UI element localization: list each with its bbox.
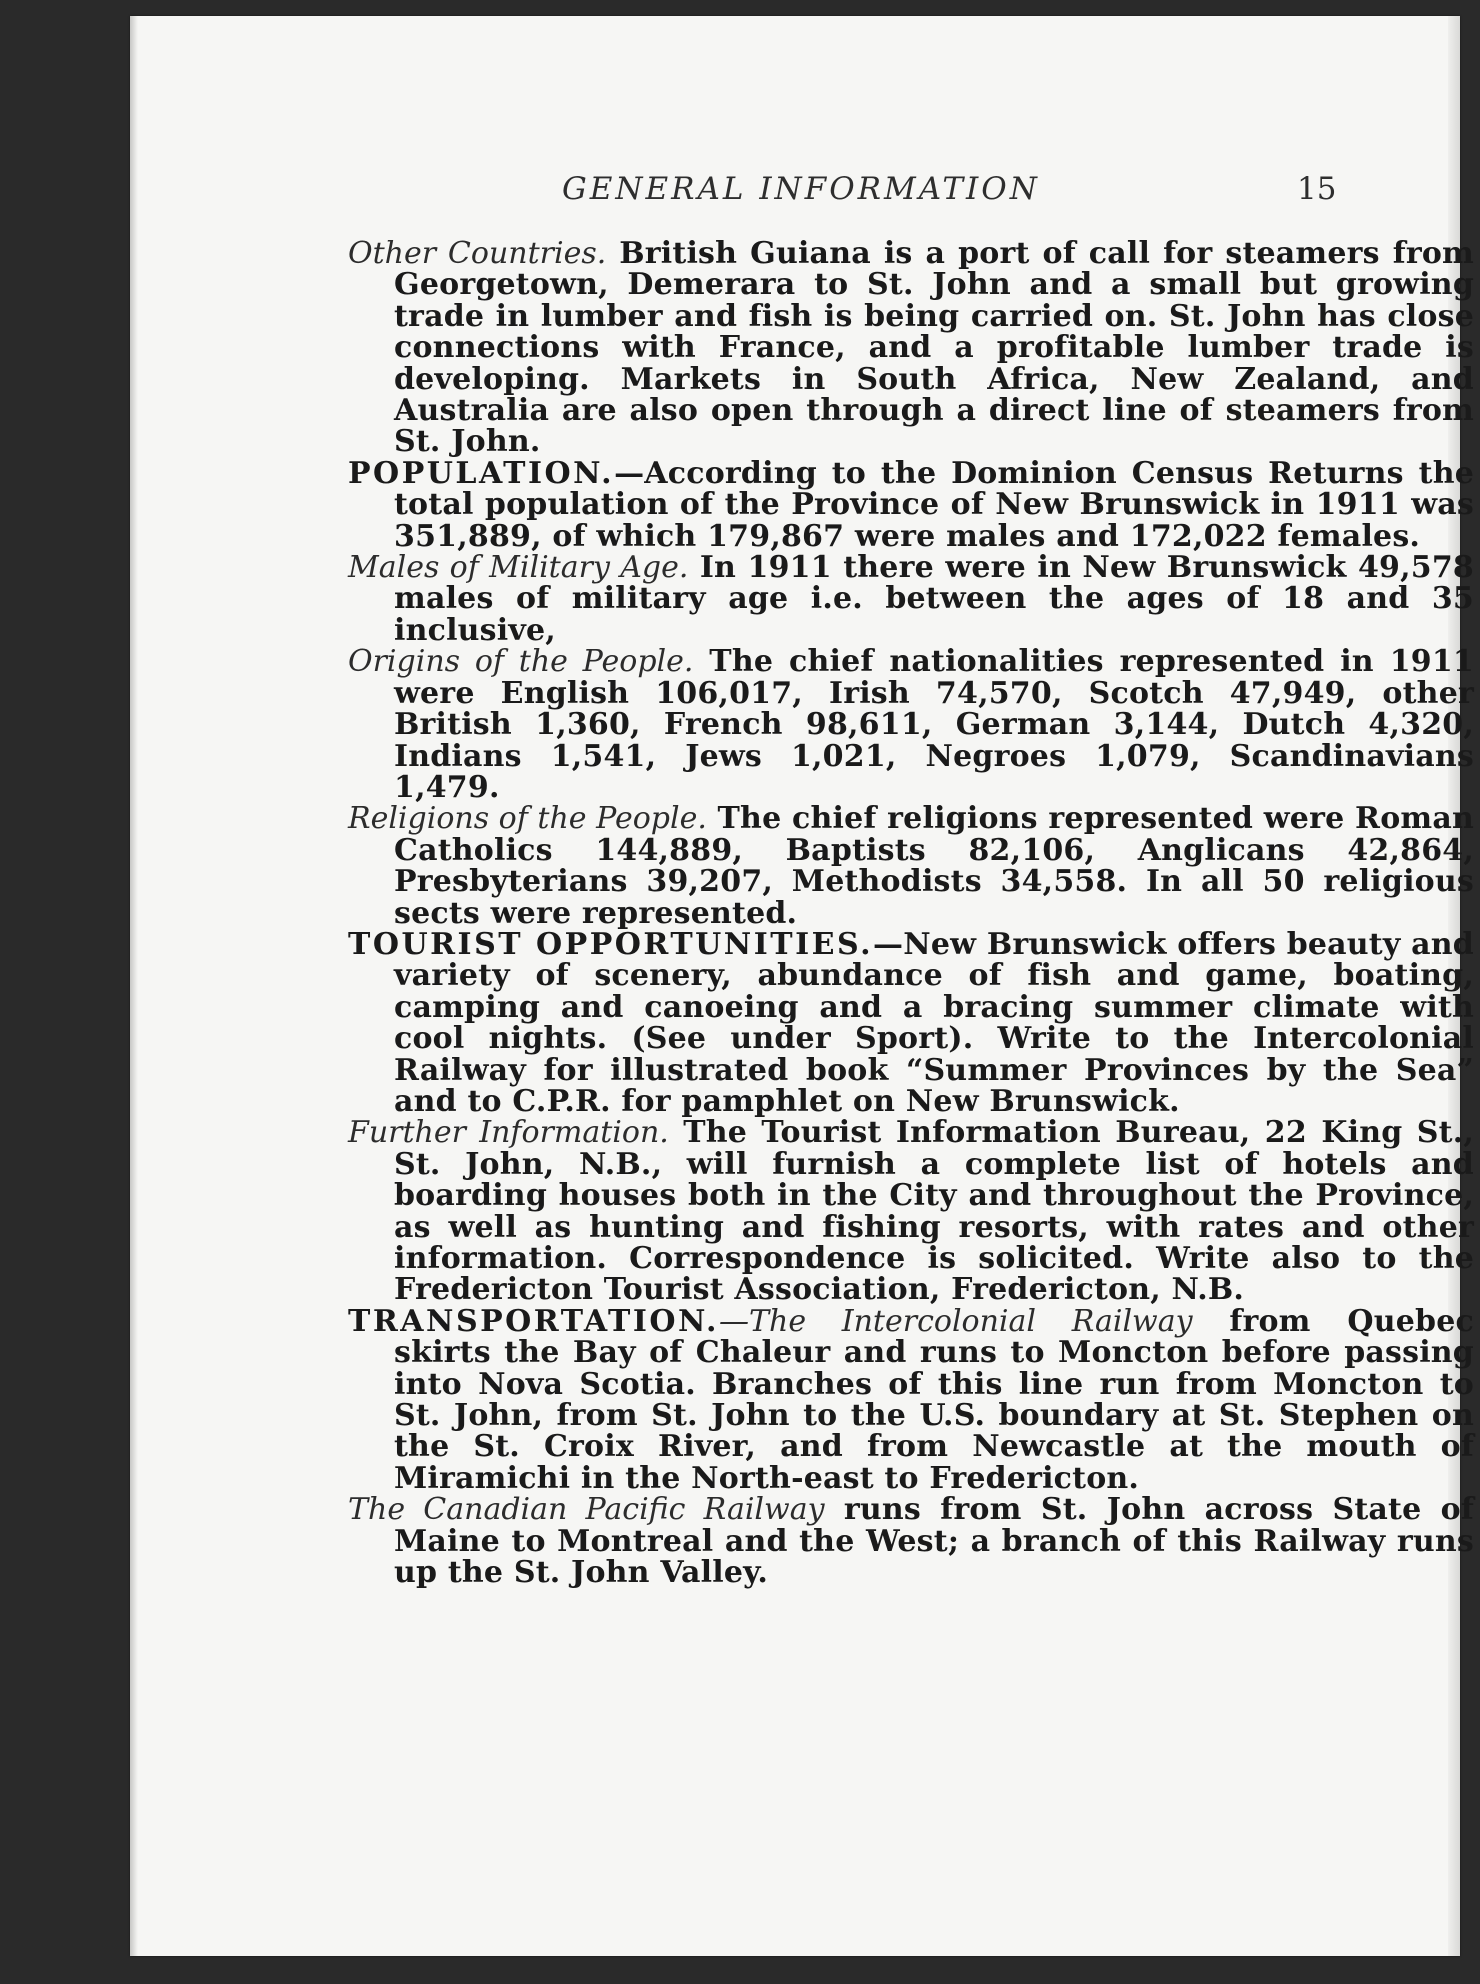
paragraph-text: runs from St. John across State of Maine to Montreal and the West; a branch of this Railway runs up the St. John Valley.: [394, 1492, 1475, 1591]
paragraph-tourist-opportunities: [348, 926, 1474, 1119]
railway-name-intercolonial: —The Intercolonial Railway: [718, 1303, 1193, 1339]
paragraph-text: from Quebec skirts the Bay of Chaleur and runs to Moncton before passing into Nova Scotia. Branches of this line run from Moncton to St. John, from St. John to the U.S. boundary at St. Stephen on the St. Croix River, and from Newcastle at the mouth of Miramichi in the North-east to Fredericton.: [394, 1303, 1474, 1496]
running-head: [130, 171, 1460, 215]
paragraph-further-information: [348, 1115, 1474, 1308]
paragraph-text: The chief nationalities represented in 1911 were English 106,017, Irish 74,570, Scotch 47,949, other British 1,360, French 98,611, German 3,144, Dutch 4,320, Indians 1,541, Jews 1,021, Negroes 1,079, Scandinavians 1,479.: [394, 644, 1474, 805]
paragraph-text: In 1911 there were in New Brunswick 49,578 males of military age i.e. between the ages of 18 and 35 inclusive,: [394, 550, 1474, 648]
heading-transportation: TRANSPORTATION.: [348, 1303, 719, 1339]
paragraph-canadian-pacific: [348, 1492, 1475, 1591]
subheading-further-information: Further Information.: [348, 1115, 669, 1151]
paragraph-other-countries: [348, 238, 1474, 458]
subheading-origins: Origins of the People.: [348, 644, 694, 680]
heading-tourist-opportunities: TOURIST OPPORTUNITIES.: [348, 926, 874, 962]
body-text-block: [348, 236, 1475, 1591]
paragraph-military-age: [348, 552, 1474, 646]
heading-population: POPULATION.: [348, 455, 615, 491]
paragraph-transportation: [348, 1303, 1474, 1496]
paragraph-religions: [348, 803, 1474, 929]
book-page: [130, 16, 1475, 1956]
running-head-title: GENERAL INFORMATION: [562, 171, 1040, 207]
paragraph-text: —New Brunswick offers beauty and variety of scenery, abundance of fish and game, boating, camping and canoeing and a bracing summer climate with cool nights. (See under Sport). Write to the Intercolonial Railway for illustrated book “Summer Provinces by the Sea” and to C.P.R. for pamphlet on New Brunswick.: [394, 926, 1474, 1119]
paragraph-origins: [348, 646, 1474, 803]
paragraph-text: British Guiana is a port of call for steamers from Georgetown, Demerara to St. John and a small but growing trade in lumber and fish is being carried on. St. John has close connections with France, and a profitable lumber trade is developing. Markets in South Africa, New Zealand, and Australia are also open through a direct line of steamers from St. John.: [394, 236, 1474, 460]
paragraph-population: [348, 455, 1474, 554]
paragraph-text: The Tourist Information Bureau, 22 King St., St. John, N.B., will furnish a complete list of hotels and boarding houses both in the City and throughout the Province, as well as hunting and fishing resorts, with rates and other information. Correspondence is solicited. Write also to the Fredericton Tourist Association, Fredericton, N.B.: [394, 1115, 1474, 1308]
railway-name-canadian-pacific: The Canadian Pacific Railway: [348, 1492, 825, 1528]
subheading-religions: Religions of the People.: [348, 801, 707, 837]
page-gutter-edge: [130, 16, 138, 1956]
page-number: 15: [1297, 171, 1337, 207]
subheading-other-countries: Other Countries.: [348, 236, 607, 271]
paragraph-text: —According to the Dominion Census Returns the total population of the Province of New Brunswick in 1911 was 351,889, of which 179,867 were males and 172,022 females.: [394, 455, 1474, 554]
paragraph-text: The chief religions represented were Roman Catholics 144,889, Baptists 82,106, Anglicans 42,864, Presbyterians 39,207, Methodists 34,558. In all 50 religious sects were represented.: [394, 801, 1474, 931]
subheading-military-age: Males of Military Age.: [348, 550, 689, 586]
